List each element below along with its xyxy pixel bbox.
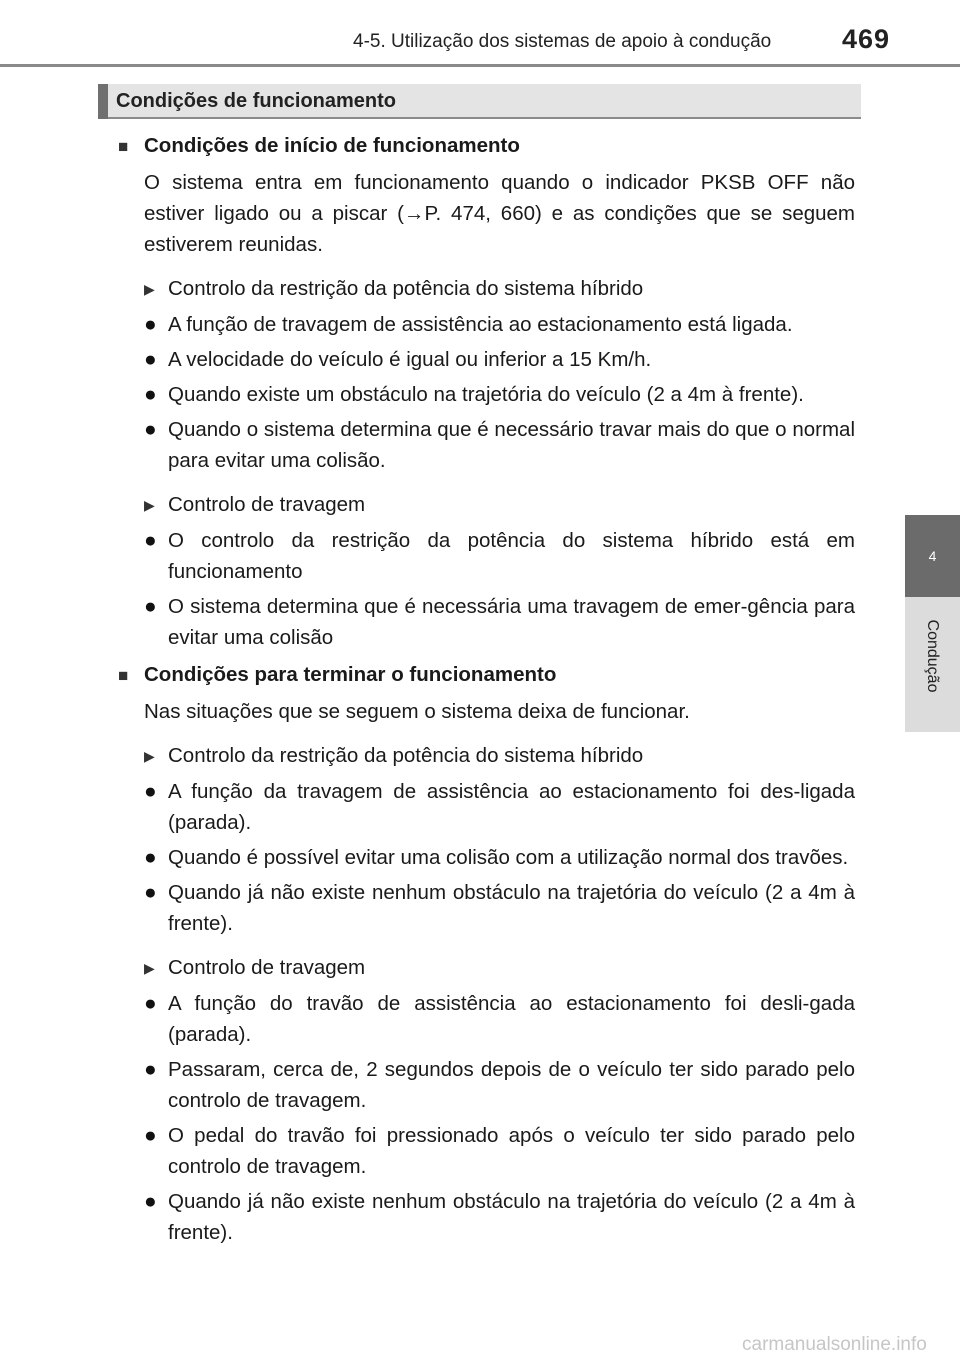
page-number: 469 bbox=[842, 24, 891, 54]
section-title: Condições de funcionamento bbox=[116, 90, 397, 112]
bullet-icon: ● bbox=[144, 595, 157, 618]
group-title bbox=[144, 273, 855, 305]
intro-paragraph: O sistema entra em funcionamento quando o indicador PKSB OFF não estiver ligado ou a piscar (→P. 474, 660) e as condições que se seguem estiverem reunidas. bbox=[144, 171, 855, 256]
list-item bbox=[144, 988, 855, 1050]
arrow-icon: ▶ bbox=[144, 748, 155, 764]
group-title-text: Controlo da restrição da potência do sistema híbrido bbox=[168, 277, 644, 300]
condition-group bbox=[118, 740, 855, 939]
group-title-text: Controlo de travagem bbox=[168, 493, 366, 516]
group-title bbox=[144, 489, 855, 521]
header-divider bbox=[0, 64, 960, 67]
list-item bbox=[144, 414, 855, 476]
group-title-text: Controlo da restrição da potência do sistema híbrido bbox=[168, 744, 644, 767]
list-item-text: A função da travagem de assistência ao estacionamento foi des-ligada (parada). bbox=[168, 780, 855, 834]
header-title: 4-5. Utilização dos sistemas de apoio à condução bbox=[353, 31, 772, 52]
bullet-icon: ● bbox=[144, 846, 157, 869]
bullet-icon: ● bbox=[144, 992, 157, 1015]
list-item bbox=[144, 776, 855, 838]
bullet-icon: ● bbox=[144, 1124, 157, 1147]
list-item bbox=[144, 309, 855, 340]
list-item bbox=[144, 877, 855, 939]
condition-group bbox=[118, 273, 855, 476]
list-item bbox=[144, 379, 855, 410]
list-item-text: Quando é possível evitar uma colisão com a utilização normal dos travões. bbox=[168, 846, 849, 869]
subheading-text: Condições para terminar o funcionamento bbox=[144, 663, 557, 686]
group-title bbox=[144, 740, 855, 772]
bullet-icon: ● bbox=[144, 348, 157, 371]
intro-paragraph: Nas situações que se seguem o sistema deixa de funcionar. bbox=[144, 700, 690, 723]
list-item-text: Quando o sistema determina que é necessário travar mais do que o normal para evitar uma colisão. bbox=[168, 418, 855, 472]
list-item bbox=[144, 1054, 855, 1116]
bullet-icon: ● bbox=[144, 529, 157, 552]
section-accent bbox=[98, 84, 108, 119]
page-header bbox=[0, 0, 960, 68]
watermark: carmanualsonline.info bbox=[742, 1334, 927, 1355]
bullet-icon: ● bbox=[144, 313, 157, 336]
square-bullet-icon: ■ bbox=[118, 666, 129, 685]
subheading-text: Condições de início de funcionamento bbox=[144, 134, 520, 157]
chapter-number: 4 bbox=[928, 548, 937, 564]
group-title bbox=[144, 952, 855, 984]
list-item bbox=[144, 1120, 855, 1182]
arrow-icon: ▶ bbox=[144, 281, 155, 297]
group-title-text: Controlo de travagem bbox=[168, 956, 366, 979]
list-item-text: O sistema determina que é necessária uma travagem de emer-gência para evitar uma colisão bbox=[168, 595, 855, 649]
subheading-start bbox=[118, 130, 855, 162]
bullet-icon: ● bbox=[144, 418, 157, 441]
section-header bbox=[98, 84, 861, 119]
arrow-icon: ▶ bbox=[144, 960, 155, 976]
list-item-text: Quando já não existe nenhum obstáculo na trajetória do veículo (2 a 4m à frente). bbox=[168, 881, 855, 935]
bullet-icon: ● bbox=[144, 1190, 157, 1213]
list-item-text: A velocidade do veículo é igual ou inferior a 15 Km/h. bbox=[168, 348, 652, 371]
list-item-text: A função de travagem de assistência ao estacionamento está ligada. bbox=[168, 313, 793, 336]
list-item bbox=[144, 842, 855, 873]
square-bullet-icon: ■ bbox=[118, 137, 129, 156]
list-item-text: Quando já não existe nenhum obstáculo na trajetória do veículo (2 a 4m à frente). bbox=[168, 1190, 855, 1244]
condition-group bbox=[118, 489, 855, 653]
bullet-icon: ● bbox=[144, 383, 157, 406]
list-item-text: O pedal do travão foi pressionado após o veículo ter sido parado pelo controlo de travagem. bbox=[168, 1124, 855, 1178]
bullet-icon: ● bbox=[144, 881, 157, 904]
arrow-icon: ▶ bbox=[144, 497, 155, 513]
list-item bbox=[144, 591, 855, 653]
list-item-text: Quando existe um obstáculo na trajetória do veículo (2 a 4m à frente). bbox=[168, 383, 804, 406]
list-item-text: Passaram, cerca de, 2 segundos depois de o veículo ter sido parado pelo controlo de travagem. bbox=[168, 1058, 855, 1112]
chapter-tab bbox=[905, 515, 960, 597]
list-item-text: O controlo da restrição da potência do sistema híbrido está em funcionamento bbox=[168, 529, 855, 583]
bullet-icon: ● bbox=[144, 1058, 157, 1081]
condition-group bbox=[118, 952, 855, 1248]
page-content bbox=[118, 126, 855, 1248]
bullet-icon: ● bbox=[144, 780, 157, 803]
list-item bbox=[144, 344, 855, 375]
list-item-text: A função do travão de assistência ao estacionamento foi desli-gada (parada). bbox=[168, 992, 855, 1046]
chapter-label: Condução bbox=[924, 619, 941, 693]
list-item bbox=[144, 1186, 855, 1248]
list-item bbox=[144, 525, 855, 587]
subheading-stop bbox=[118, 659, 855, 691]
